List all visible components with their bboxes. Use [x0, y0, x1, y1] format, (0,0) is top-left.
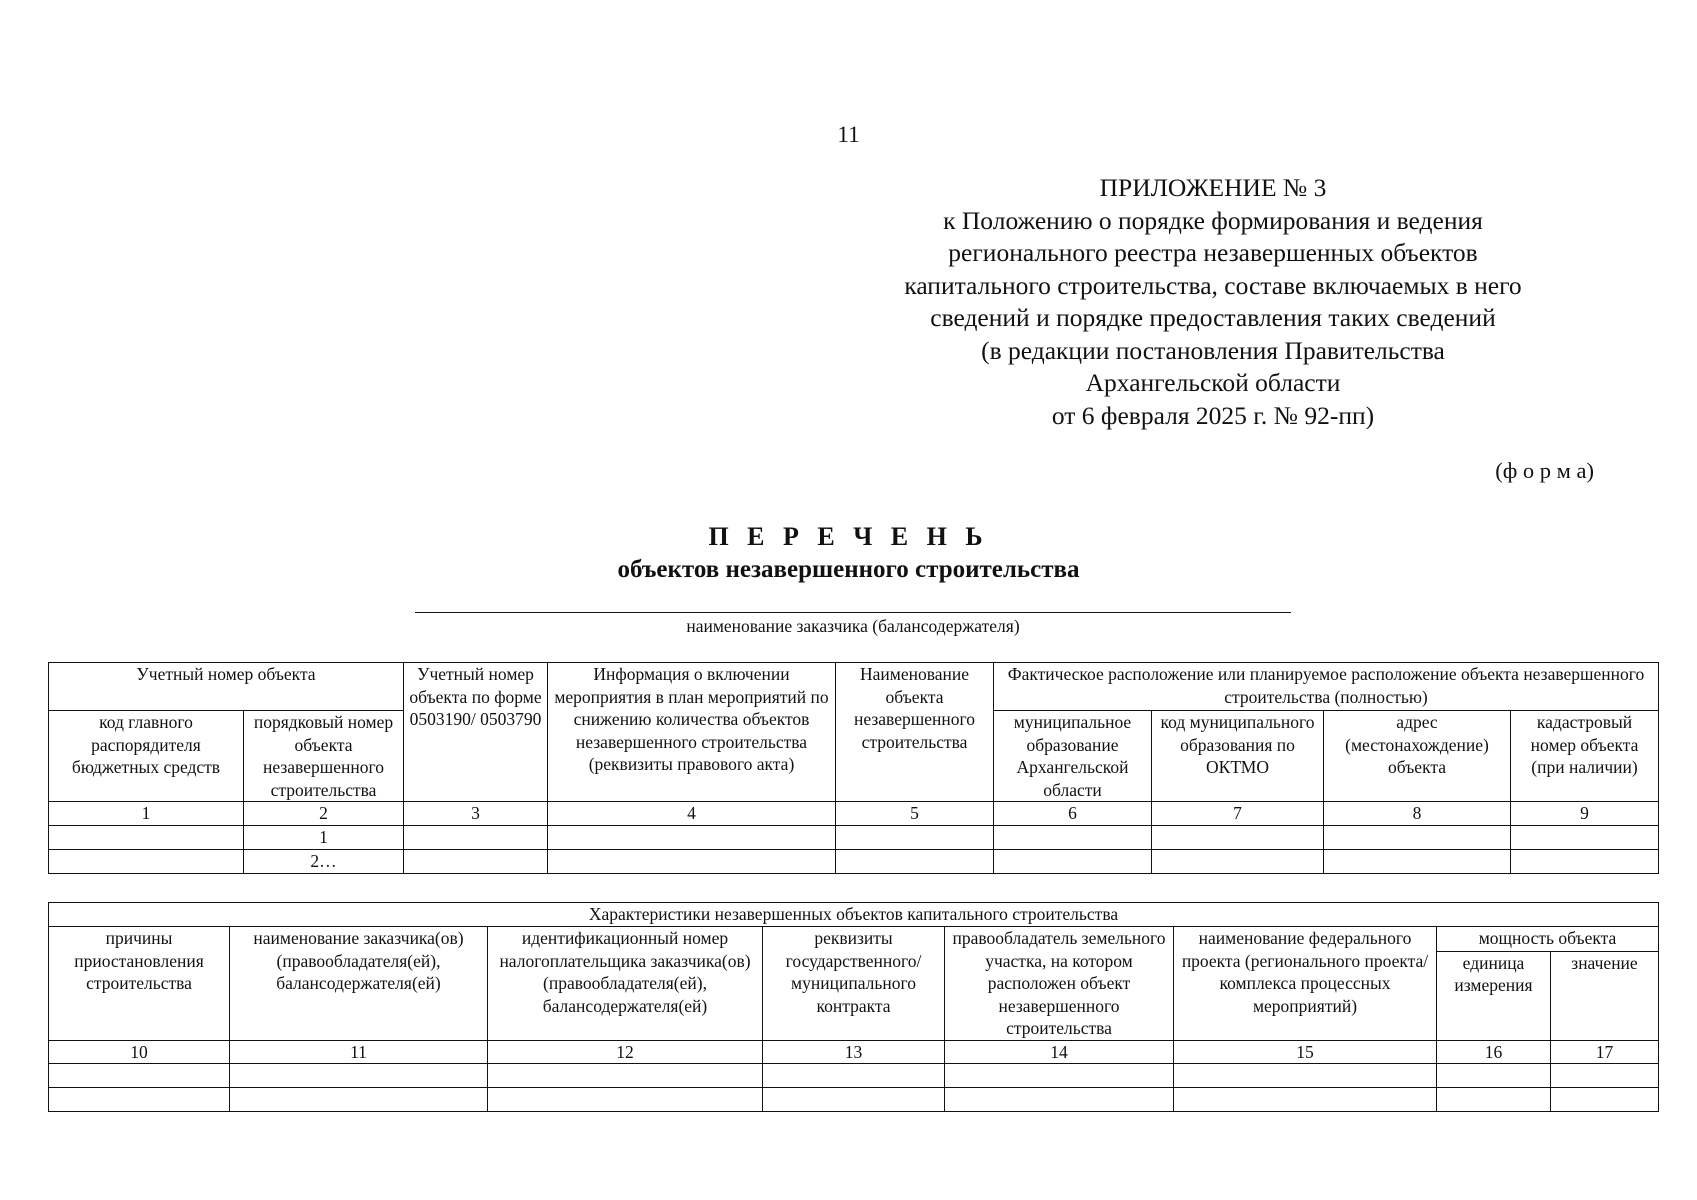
column-number: 10 [49, 1040, 230, 1064]
objects-table [48, 662, 1659, 874]
header-inn: идентификационный номер налогоплательщика заказчика(ов) (правообладателя(ей), балансодержателя(ей) [488, 927, 763, 1041]
appendix-line: сведений и порядке предоставления таких сведений [930, 303, 1496, 332]
table-cell [488, 1088, 763, 1112]
header-municipality: муниципальное образование Архангельской области [994, 711, 1152, 802]
table-cell [1324, 849, 1511, 873]
header-object-name: Наименование объекта незавершенного строительства [836, 663, 994, 802]
header-land-owner: правообладатель земельного участка, на котором расположен объект незавершенного строительства [945, 927, 1174, 1041]
column-number: 8 [1324, 802, 1511, 826]
header-budget-code: код главного распорядителя бюджетных средств [49, 711, 244, 802]
table-cell [548, 849, 836, 873]
page-number: 11 [837, 122, 860, 147]
header-oktmo: код муниципального образования по ОКТМО [1152, 711, 1324, 802]
table-row [49, 1088, 1659, 1112]
column-number: 16 [1437, 1040, 1551, 1064]
table-cell [1551, 1088, 1659, 1112]
header-inclusion-info: Информация о включении мероприятия в план мероприятий по снижению количества объектов незавершенного строительства (реквизиты правового акта) [548, 663, 836, 802]
appendix-line: к Положению о порядке формирования и ведения [943, 205, 1483, 235]
table-cell [1437, 1088, 1551, 1112]
table-cell [994, 849, 1152, 873]
header-location: Фактическое расположение или планируемое расположение объекта незавершенного строительства (полностью) [994, 663, 1659, 711]
table-cell [1174, 1064, 1437, 1088]
table-row [49, 1064, 1659, 1088]
table-cell [49, 1064, 230, 1088]
customer-name-line [415, 612, 1291, 613]
column-number: 7 [1152, 802, 1324, 826]
header-account-number: Учетный номер объекта [49, 663, 404, 711]
appendix-line: регионального реестра незавершенных объектов [948, 238, 1478, 267]
appendix-line: капитального строительства, составе включаемых в него [904, 270, 1522, 300]
header-capacity: мощность объекта [1437, 927, 1659, 952]
column-number: 6 [994, 802, 1152, 826]
table-cell [1551, 1064, 1659, 1088]
column-number: 15 [1174, 1040, 1437, 1064]
column-number-row [49, 802, 1659, 826]
table-cell [1324, 825, 1511, 849]
appendix-header [868, 172, 1558, 432]
table-cell [1152, 825, 1324, 849]
column-number: 1 [49, 802, 244, 826]
header-address: адрес (местонахождение) объекта [1324, 711, 1511, 802]
characteristics-table [48, 902, 1659, 1112]
form-label: (ф о р м а) [1495, 458, 1594, 483]
column-number: 11 [230, 1040, 488, 1064]
table-cell [945, 1064, 1174, 1088]
table-cell [836, 825, 994, 849]
table-cell [404, 825, 548, 849]
header-suspension-reasons: причины приостановления строительства [49, 927, 230, 1041]
table-cell [49, 849, 244, 873]
document-subtitle: объектов незавершенного строительства [617, 556, 1080, 583]
table-cell [994, 825, 1152, 849]
document-title: П Е Р Е Ч Е Н Ь [708, 522, 989, 551]
table-row [49, 849, 1659, 873]
column-number: 2 [244, 802, 404, 826]
column-number: 14 [945, 1040, 1174, 1064]
table-cell [488, 1064, 763, 1088]
customer-name-caption: наименование заказчика (балансодержателя) [686, 616, 1020, 636]
header-cadastral: кадастровый номер объекта (при наличии) [1511, 711, 1659, 802]
header-contract: реквизиты государственного/ муниципального контракта [763, 927, 945, 1041]
table-cell: 2… [244, 849, 404, 873]
column-number: 3 [404, 802, 548, 826]
table-cell [763, 1064, 945, 1088]
table-cell [404, 849, 548, 873]
column-number: 17 [1551, 1040, 1659, 1064]
table-cell [1152, 849, 1324, 873]
table-cell [49, 1088, 230, 1112]
table-cell [1174, 1088, 1437, 1112]
table-cell [1511, 825, 1659, 849]
header-value: значение [1551, 951, 1659, 1040]
table-cell [230, 1088, 488, 1112]
column-number: 4 [548, 802, 836, 826]
column-number: 12 [488, 1040, 763, 1064]
column-number: 9 [1511, 802, 1659, 826]
table-cell [49, 825, 244, 849]
appendix-line: Архангельской области [1085, 368, 1341, 397]
table-cell [1511, 849, 1659, 873]
table-row [49, 825, 1659, 849]
appendix-line: (в редакции постановления Правительства [981, 335, 1445, 365]
table-cell: 1 [244, 825, 404, 849]
header-characteristics: Характеристики незавершенных объектов капитального строительства [49, 903, 1659, 927]
table-cell [945, 1088, 1174, 1112]
table-cell [836, 849, 994, 873]
header-unit: единица измерения [1437, 951, 1551, 1040]
table-cell [230, 1064, 488, 1088]
table-cell [548, 825, 836, 849]
appendix-line: ПРИЛОЖЕНИЕ № 3 [1099, 173, 1327, 202]
header-federal-project: наименование федерального проекта (регионального проекта/ комплекса процессных мероприятий) [1174, 927, 1437, 1041]
column-number: 5 [836, 802, 994, 826]
table-cell [763, 1088, 945, 1112]
header-customer-name: наименование заказчика(ов) (правообладателя(ей), балансодержателя(ей) [230, 927, 488, 1041]
column-number: 13 [763, 1040, 945, 1064]
appendix-line: от 6 февраля 2025 г. № 92-пп) [1051, 400, 1375, 430]
header-account-number-form: Учетный номер объекта по форме 0503190/ 0503790 [404, 663, 548, 802]
column-number-row [49, 1040, 1659, 1064]
table-cell [1437, 1064, 1551, 1088]
header-serial-number: порядковый номер объекта незавершенного строительства [244, 711, 404, 802]
